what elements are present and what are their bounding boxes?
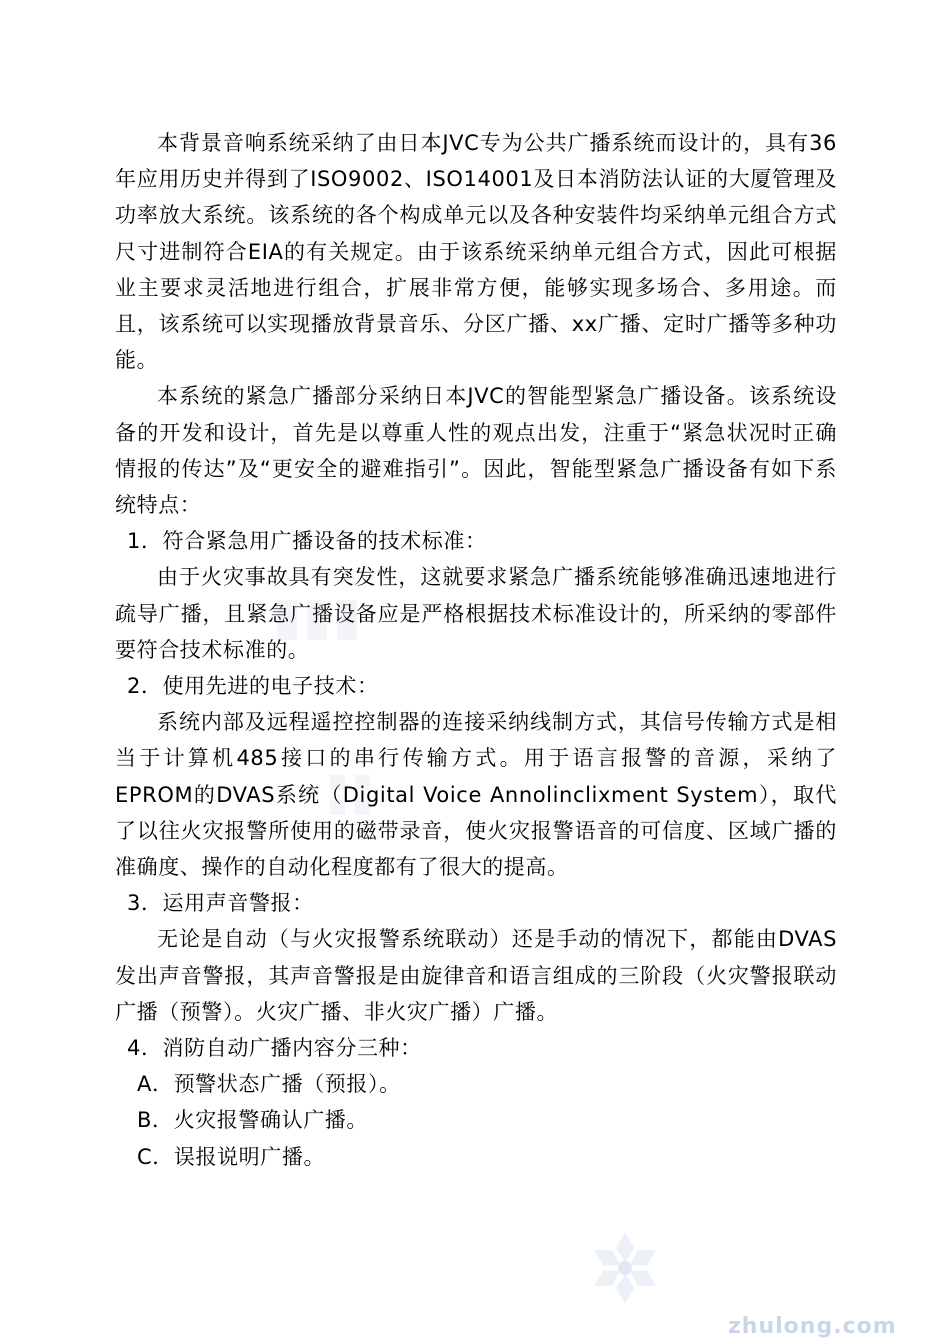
heading-1: 1．符合紧急用广播设备的技术标准： (127, 529, 487, 554)
paragraph-3: 无论是自动（与火灾报警系统联动）还是手动的情况下，都能由DVAS发出声音警报，其声音警报是由旋律音和语言组成的三阶段（火灾警报联动广播（预警）。火灾广播、非火灾广播）广播。 (115, 927, 837, 1024)
sub-item-a: A．预警状态广播（预报）。 (137, 1072, 401, 1097)
paragraph-intro: 本背景音响系统采纳了由日本JVC专为公共广播系统而设计的，具有36年应用历史并得到了ISO9002、ISO14001及日本消防法认证的大厦管理及功率放大系统。该系统的各个构成单元以及各种安装件均采纳单元组合方式尺寸进制符合EIA的有关规定。由于该系统采纳单元组合方式，因此可根据业主要求灵活地进行组合，扩展非常方便，能够实现多场合、多用途。而且，该系统可以实现播放背景音乐、分区广播、xx广播、定时广播等多种功能。 (115, 131, 837, 373)
watermark-text: zhulong.com (728, 1314, 897, 1339)
sub-item-c: C．误报说明广播。 (137, 1144, 326, 1169)
paragraph-2: 系统内部及远程遥控控制器的连接采纳线制方式，其信号传输方式是相当于计算机485接口的串行传输方式。用于语言报警的音源，采纳了EPROM的DVAS系统（Digital Voice Annolinclixment System），取代了以往火灾报警所使用的磁带录音，使火灾报警语音的可信度、区域广播的准确度、操作的自动化程度都有了很大的提高。 (115, 710, 837, 880)
sub-item-b: B．火灾报警确认广播。 (137, 1108, 369, 1133)
snowflake-logo-icon (585, 1228, 665, 1308)
faint-watermark-icon (272, 590, 362, 650)
paragraph-1: 由于火灾事故具有突发性，这就要求紧急广播系统能够准确迅速地进行疏导广播，且紧急广播设备应是严格根据技术标准设计的，所采纳的零部件要符合技术标准的。 (115, 565, 837, 662)
paragraph-emergency: 本系统的紧急广播部分采纳日本JVC的智能型紧急广播设备。该系统设备的开发和设计，首先是以尊重人性的观点出发，注重于“紧急状况时正确情报的传达”及“更安全的避难指引”。因此，智能型紧急广播设备有如下系统特点： (115, 384, 837, 518)
faint-watermark-icon-2 (320, 765, 380, 825)
heading-2: 2．使用先进的电子技术： (127, 674, 379, 699)
heading-4: 4．消防自动广播内容分三种： (127, 1036, 422, 1061)
document-body (115, 125, 837, 1175)
heading-3: 3．运用声音警报： (127, 891, 314, 916)
